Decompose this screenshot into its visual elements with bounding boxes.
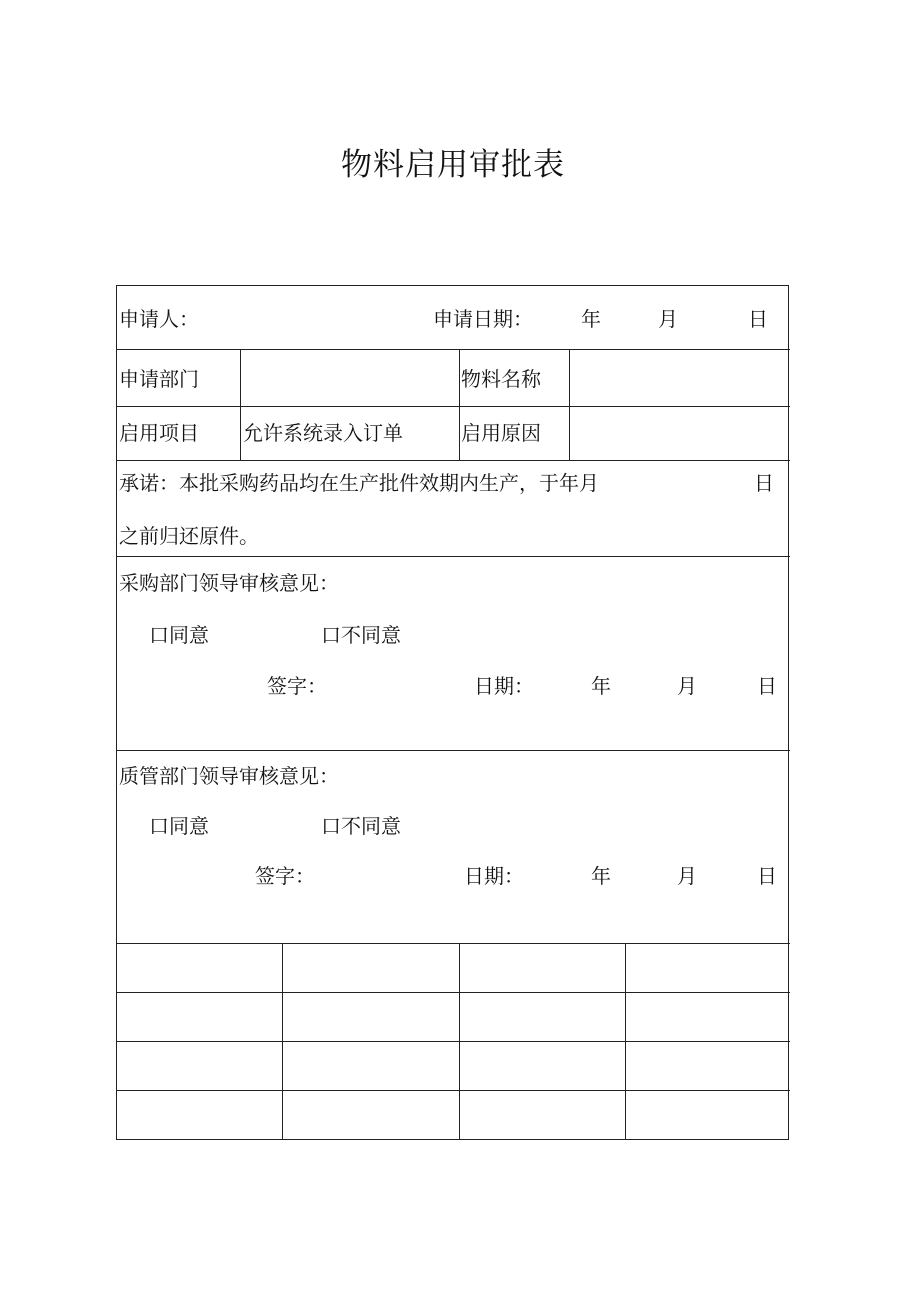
item-value: 允许系统录入订单 (243, 421, 403, 445)
blank-cell[interactable] (117, 1041, 282, 1090)
blank-cell[interactable] (459, 992, 625, 1041)
apply-date-month: 月 (658, 307, 678, 331)
reason-label: 启用原因 (461, 421, 541, 445)
dept-label: 申请部门 (119, 367, 199, 391)
item-label: 启用项目 (119, 421, 199, 445)
blank-cell[interactable] (282, 943, 459, 992)
purchase-date-month: 月 (677, 674, 697, 698)
quality-sign-label: 签字： (255, 864, 315, 888)
blank-cell[interactable] (282, 992, 459, 1041)
quality-review-heading: 质管部门领导审核意见： (119, 764, 339, 788)
blank-cell[interactable] (625, 943, 790, 992)
apply-date-day: 日 (748, 307, 768, 331)
quality-date-year: 年 (591, 864, 611, 888)
purchase-date-year: 年 (591, 674, 611, 698)
apply-date-label: 申请日期： (433, 307, 533, 331)
page-title: 物料启用审批表 (341, 147, 565, 183)
blank-cell[interactable] (117, 1090, 282, 1139)
blank-cell[interactable] (625, 1041, 790, 1090)
quality-date-day: 日 (757, 864, 777, 888)
blank-cell[interactable] (117, 943, 282, 992)
blank-cell[interactable] (282, 1090, 459, 1139)
blank-cell[interactable] (117, 992, 282, 1041)
purchase-agree-checkbox[interactable]: 口同意 (149, 623, 209, 647)
approval-form (116, 285, 789, 1140)
material-name-label: 物料名称 (461, 367, 541, 391)
promise-day: 日 (754, 471, 774, 495)
quality-disagree-checkbox[interactable]: 口不同意 (321, 814, 401, 838)
purchase-date-day: 日 (757, 674, 777, 698)
apply-date-year: 年 (581, 307, 601, 331)
quality-date-month: 月 (677, 864, 697, 888)
quality-date-label: 日期： (464, 864, 524, 888)
promise-text-cont: 之前归还原件。 (119, 524, 259, 548)
blank-cell[interactable] (459, 1041, 625, 1090)
quality-agree-checkbox[interactable]: 口同意 (149, 814, 209, 838)
blank-cell[interactable] (625, 992, 790, 1041)
purchase-sign-label: 签字： (267, 674, 327, 698)
blank-cell[interactable] (459, 1090, 625, 1139)
blank-cell[interactable] (625, 1090, 790, 1139)
blank-cell[interactable] (282, 1041, 459, 1090)
purchase-review-heading: 采购部门领导审核意见： (119, 571, 339, 595)
purchase-date-label: 日期： (474, 674, 534, 698)
promise-text: 承诺：本批采购药品均在生产批件效期内生产，于年月 (119, 471, 599, 495)
purchase-disagree-checkbox[interactable]: 口不同意 (321, 623, 401, 647)
applicant-label: 申请人： (119, 307, 199, 331)
blank-cell[interactable] (459, 943, 625, 992)
